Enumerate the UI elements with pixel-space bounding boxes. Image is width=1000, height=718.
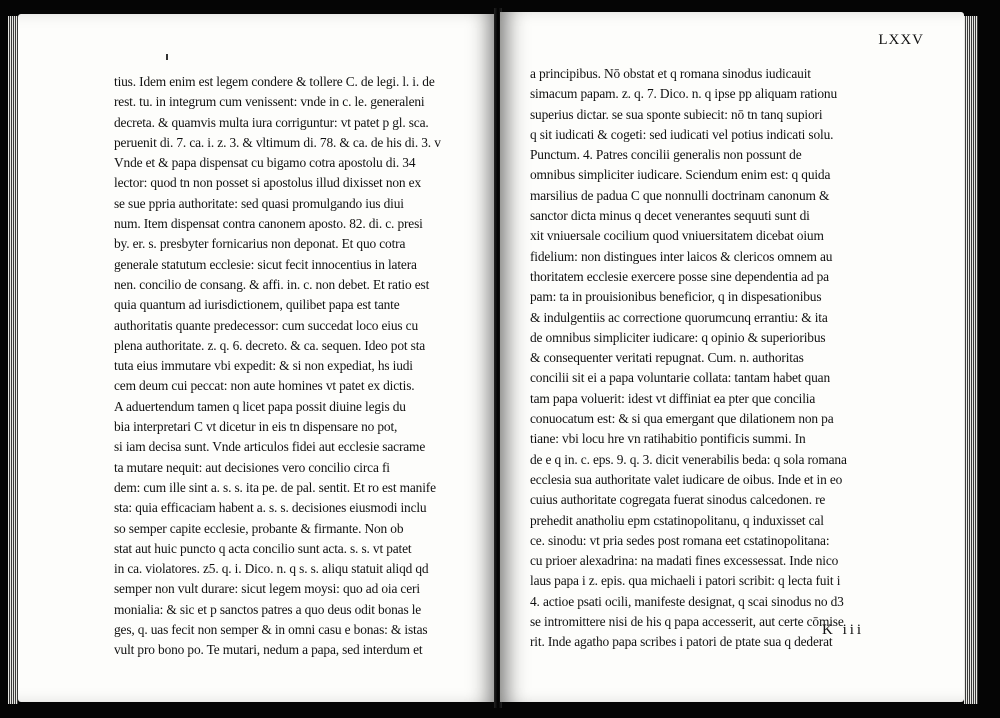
- text-line: prehedit anatholiu epm cstatinopolitanu, q induxisset cal: [530, 512, 824, 528]
- text-line: de omnibus simpliciter iudicare: q opinio & superioribus: [530, 329, 826, 345]
- text-line: thoritatem ecclesie exercere posse sine dependentia ad pa: [530, 268, 829, 284]
- text-line: si iam decisa sunt. Vnde articulos fidei aut ecclesie sacrame: [114, 439, 426, 455]
- right-page-edges: [964, 16, 978, 704]
- text-line: tius. Idem enim est legem condere & tollere C. de legi. l. i. de: [114, 74, 435, 89]
- text-line: concilii sit ei a papa voluntarie collata: tantam habet quan: [530, 370, 830, 386]
- text-line: so semper capite ecclesie, probante & firmante. Non ob: [114, 520, 404, 536]
- text-line: monialia: & sic et p sanctos patres a quo deus odit bonas le: [114, 601, 422, 617]
- text-line: sanctor dicta minus q decet venerantes sequuti sunt di: [530, 208, 810, 224]
- text-line: decreta. & quamvis multa iura corriguntur: vt patet p gl. sca.: [114, 114, 429, 130]
- left-page: [18, 14, 496, 702]
- left-page-text: [114, 72, 441, 661]
- text-line: ecclesia sua authoritate valet iudicare de oibus. Inde et in eo: [530, 471, 843, 487]
- text-line: semper non vult durare: sicut legem moysi: quo ad oia ceri: [114, 581, 420, 597]
- text-line: conuocatum est: & si qua emergant que dilationem non pa: [530, 411, 834, 427]
- text-line: pam: ta in prouisionibus beneficior, q in dispesationibus: [530, 289, 822, 305]
- text-line: tam papa voluerit: idest vt diffiniat ea pter que concilia: [530, 390, 816, 406]
- text-line: rest. tu. in integrum cum venissent: vnde in c. le. generaleni: [114, 94, 425, 110]
- text-line: quia quantum ad iurisdictionem, quilibet papa est tante: [114, 297, 400, 313]
- text-line: rit. Inde agatho papa scribes i patori de ptate sua q dederat: [530, 634, 833, 650]
- text-line: cu prioer alexadrina: na madati fines excessessat. Inde nico: [530, 553, 839, 569]
- text-line: se sue ppria authoritate: sed quasi promulgando ius diui: [114, 195, 404, 211]
- text-line: fidelium: non distingues inter laicos & clericos omnem au: [530, 248, 833, 264]
- text-line: dem: cum ille sint a. s. s. ita pe. de pal. sentit. Et ro est manife: [114, 479, 436, 495]
- text-line: lector: quod tn non posset si apostolus illud dixisset non ex: [114, 175, 422, 191]
- text-line: cem deum cui peccat: non aute homines vt patet ex dictis.: [114, 378, 415, 394]
- text-line: ce. sinodu: vt pria sedes post romana eet cstatinopolitana:: [530, 532, 830, 548]
- text-line: marsilius de padua C que nonnulli doctrinam canonum &: [530, 187, 830, 203]
- text-line: Punctum. 4. Patres concilii generalis non possunt de: [530, 147, 802, 163]
- text-line: stat aut huic puncto q acta concilio sunt acta. s. s. vt patet: [114, 540, 412, 556]
- text-line: omnibus simpliciter iudicare. Sciendum enim est: q quida: [530, 167, 831, 183]
- text-line: a principibus. Nō obstat et q romana sinodus iudicauit: [530, 66, 811, 81]
- text-line: superius dictar. se sua sponte subiecit: nō tn tanq supiori: [530, 106, 823, 122]
- text-line: plena authoritate. z. q. 6. decreto. & ca. sequen. Ideo pot sta: [114, 337, 426, 353]
- left-page-edges: [8, 16, 18, 704]
- text-line: A aduertendum tamen q licet papa possit diuine legis du: [114, 398, 406, 414]
- text-line: by. er. s. presbyter fornicarius non deponat. Et quo cotra: [114, 236, 406, 252]
- text-line: authoritatis quante predecessor: cum succedat loco eius cu: [114, 317, 419, 333]
- right-page: [500, 12, 964, 702]
- page-mark: [166, 54, 168, 60]
- text-line: generale statutum ecclesie: sicut fecit innocentius in latera: [114, 256, 417, 272]
- text-line: tuta eius immutare vbi expedit: & si non expediat, hs iudi: [114, 358, 413, 374]
- text-line: q sit iudicati & cogeti: sed iudicati vel potius indicati solu.: [530, 126, 834, 142]
- signature-mark: K iii: [822, 622, 865, 638]
- running-head-folio: LXXV: [878, 32, 924, 48]
- text-line: laus papa i z. epis. qua michaeli i patori scribit: q lecta fuit i: [530, 573, 841, 589]
- text-line: num. Item dispensat contra canonem aposto. 82. di. c. presi: [114, 216, 423, 232]
- text-line: simacum papam. z. q. 7. Dico. n. q ipse pp aliquam rationu: [530, 86, 838, 102]
- text-line: ges, q. uas fecit non semper & in omni casu e bonas: & istas: [114, 622, 428, 638]
- text-line: cuius authoritate cogregata fuerat sinodus calcedonen. re: [530, 492, 826, 508]
- text-line: in ca. violatores. z5. q. i. Dico. n. q s. s. aliqu statuit aliqd qd: [114, 561, 429, 577]
- text-line: vult pro bono po. Te mutari, nedum a papa, sed interdum et: [114, 642, 423, 658]
- text-line: Vnde et & papa dispensat cu bigamo cotra apostolu di. 34: [114, 155, 416, 171]
- text-line: nen. concilio de consang. & affi. in. c. non debet. Et ratio est: [114, 276, 430, 292]
- text-line: tiane: vbi locu hre vn ratihabitio pontificis summi. In: [530, 431, 806, 447]
- text-line: peruenit di. 7. ca. i. z. 3. & vltimum di. 78. & ca. de his di. 3. v: [114, 134, 441, 150]
- right-page-text: [530, 64, 847, 653]
- text-line: sta: quia efficaciam habent a. s. s. decisiones eiusmodi inclu: [114, 500, 427, 516]
- text-line: bia interpretari C vt dicetur in eis tn dispensare no pot,: [114, 419, 398, 435]
- text-line: xit vniuersale cocilium quod vniuersitatem dicebat oium: [530, 228, 824, 244]
- text-line: & indulgentiis ac correctione quorumcunq errantiu: & ita: [530, 309, 828, 325]
- text-line: 4. actioe psati ocili, manifeste designat, q scai sinodus no d3: [530, 593, 844, 609]
- text-line: de e q in. c. eps. 9. q. 3. dicit venerabilis beda: q sola romana: [530, 451, 847, 467]
- text-line: & consequenter veritati repugnat. Cum. n. authoritas: [530, 350, 804, 366]
- text-line: se intromittere nisi de his q papa accesserit, aut certe cōmise: [530, 614, 844, 630]
- text-line: ta mutare nequit: aut decisiones vero concilio circa fi: [114, 459, 390, 475]
